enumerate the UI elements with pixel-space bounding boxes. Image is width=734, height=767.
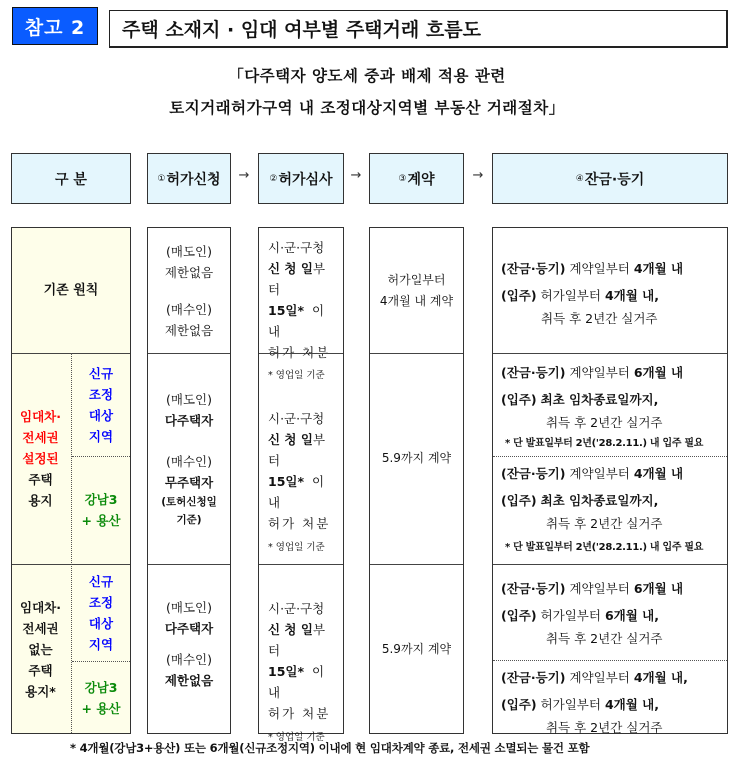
step4-row3-gangnam-yongsan: (잔금·등기) 계약일부터 4개월 내, (입주) 허가일부터 4개월 내, 취득 후 2년간 실거주 [501,670,688,735]
subcategory-gangnam3-yongsan: 강남3 + 용산 [81,680,121,716]
step2-row2: 시·군·구청 신 청 일부터 15일* 이내 허가 처분 * 영업일 기준 [268,411,331,553]
step3-label: 계약 [407,171,435,188]
step4-column [492,227,728,734]
arrow-icon: → [238,168,250,183]
step2-number: ② [269,173,278,184]
subtitle-line-2: 토지거래허가구역 내 조정대상지역별 부동산 거래절차」 [169,99,565,117]
step1-row1: (매도인) 제한없음 (매수인) 제한없음 [164,243,214,338]
header-step2 [258,153,344,204]
subcategory-gangnam3-yongsan: 강남3 + 용산 [81,492,121,528]
header-step1 [147,153,231,204]
arrow-icon: → [350,168,362,183]
step3-row1: 허가일부터 4개월 내 계약 [379,272,454,308]
step4-row1: (잔금·등기) 계약일부터 4개월 내 (입주) 허가일부터 4개월 내, 취득 후 2년간 실거주 [501,261,684,326]
step2-column [258,227,344,743]
reference-badge: 참고 2 [12,7,98,45]
header-step3 [369,153,464,204]
step2-row3: 시·군·구청 신 청 일부터 15일* 이내 허가 처분 * 영업일 기준 [268,601,331,743]
category-non-leased-housing: 임대차· 전세권 없는 주택 용지* [20,600,61,699]
step4-row2-new-regulated: (잔금·등기) 계약일부터 6개월 내 (입주) 최초 임차종료일까지, 취득 후 2년간 실거주 * 단 발표일부터 2년('28.2.11.) 내 입주 필요 [501,365,704,449]
header-category [11,153,131,204]
category-column [11,227,131,734]
step3-row2: 5.9까지 계약 [381,451,452,465]
step1-row2: (매도인) 다주택자 (매수인) 무주택자 (토허신청일 기준) [161,391,217,526]
step4-row2-gangnam-yongsan: (잔금·등기) 계약일부터 4개월 내 (입주) 최초 임차종료일까지, 취득 후 2년간 실거주 * 단 발표일부터 2년('28.2.11.) 내 입주 필요 [501,466,704,553]
step1-row3: (매도인) 다주택자 (매수인) 제한없음 [164,600,214,688]
step2-label: 허가심사 [278,171,333,188]
step4-number: ④ [575,173,584,184]
step3-row3: 5.9까지 계약 [381,642,452,656]
step3-column [369,227,464,734]
subcategory-new-regulated-area: 신규 조정 대상 지역 [88,365,114,444]
step1-label: 허가신청 [166,171,221,188]
footnote: * 4개월(강남3+용산) 또는 6개월(신규조정지역) 이내에 현 임대차계약 종료, 전세권 소멸되는 물건 포함 [70,741,590,755]
step3-number: ③ [398,173,407,184]
step4-label: 잔금·등기 [584,171,645,188]
step1-number: ① [157,173,166,184]
category-existing-rule: 기존 원칙 [43,283,99,298]
category-leased-housing: 임대차· 전세권 설정된 주택 용지 [20,409,61,508]
subcategory-new-regulated-area: 신규 조정 대상 지역 [88,573,114,652]
page-title: 주택 소재지 · 임대 여부별 주택거래 흐름도 [109,10,728,48]
arrow-icon: → [472,168,484,183]
header-category-label: 구 분 [55,171,87,188]
step2-row1: 시·군·구청 신 청 일부터 15일* 이내 허가 처분 * 영업일 기준 [268,240,331,381]
step1-column [147,227,231,734]
header-step4 [492,153,728,204]
step4-row3-new-regulated: (잔금·등기) 계약일부터 6개월 내 (입주) 허가일부터 6개월 내, 취득 후 2년간 실거주 [501,581,684,646]
subtitle-line-1: 「다주택자 양도세 중과 배제 적용 관련 [228,67,506,85]
